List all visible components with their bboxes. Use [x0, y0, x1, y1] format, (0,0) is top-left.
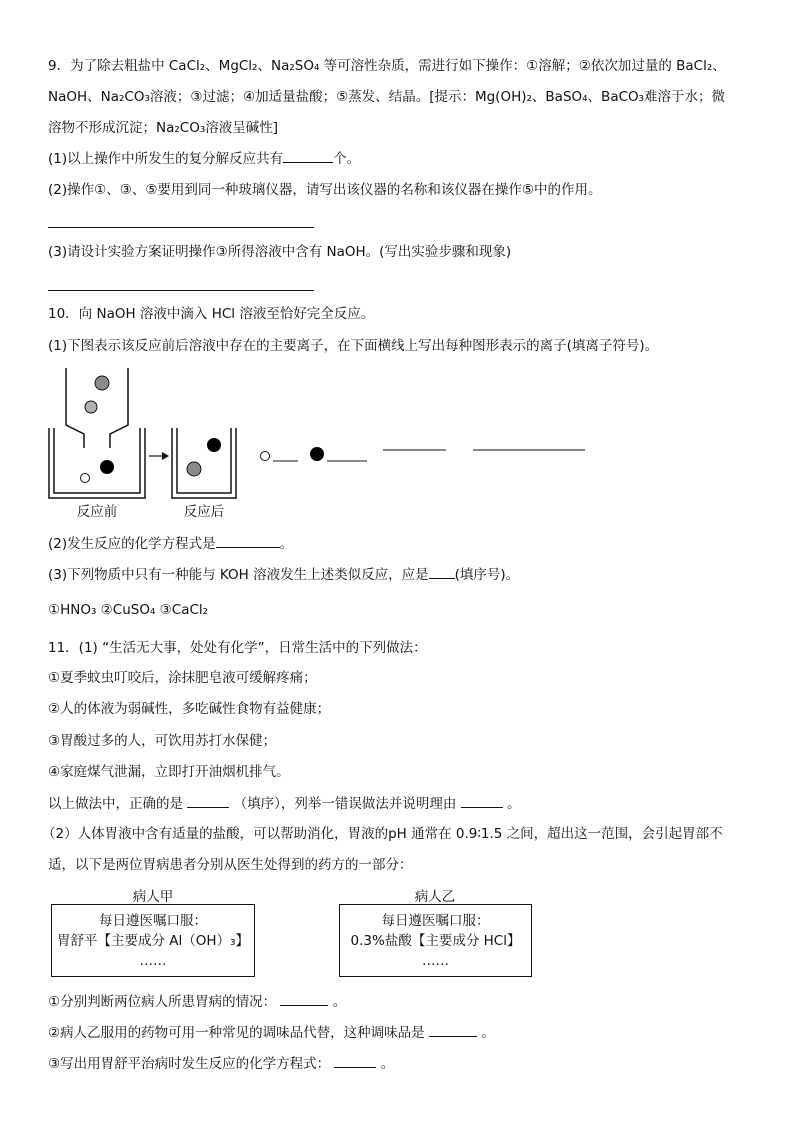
q9-line-1: 9．为了除去粗盐中 CaCl₂、MgCl₂、Na₂SO₄ 等可溶性杂质，需进行如下操作：①溶解；②依次加过量的 BaCl₂、 [48, 58, 726, 74]
after-black-ion [207, 438, 221, 452]
q10-sub3 [48, 564, 519, 585]
q10-options: ①HNO₃ ②CuSO₄ ③CaCl₂ [48, 602, 209, 618]
dropper-small-grey-ion [85, 401, 97, 413]
q10-sub3-suffix: (填序号)。 [454, 567, 520, 583]
beaker-after-inner [177, 428, 231, 493]
beaker-before-inner [54, 428, 140, 493]
beaker-after-outer [172, 428, 236, 498]
q11-judge-mid: （填序），列举一错误做法并说明理由 [233, 796, 457, 812]
q11-sub2-text: ②病人乙服用的药物可用一种常见的调味品代替，这种调味品是 [48, 1025, 425, 1041]
legend-white-ion [261, 452, 270, 461]
patient-a-line-2: 胃舒平【主要成分 Al（OH）₃】 [57, 933, 249, 949]
q11-judge-suffix: 。 [506, 796, 521, 812]
q11-line-1: 11．(1) “生活无大事，处处有化学”，日常生活中的下列做法： [48, 640, 427, 656]
q11-sub1 [48, 991, 346, 1012]
legend-black-ion [310, 447, 324, 461]
q10-sub2-text: (2)发生反应的化学方程式是 [48, 536, 216, 552]
q11-sub3 [48, 1053, 394, 1074]
q11-sub2-suffix: 。 [481, 1025, 495, 1041]
q9-sub1-text: (1)以上操作中所发生的复分解反应共有 [48, 151, 284, 167]
q11-p2-line-1: （2）人体胃液中含有适量的盐酸，可以帮助消化，胃液的pH 通常在 0.9∶1.5 之间，超出这一范围，会引起胃部不 [42, 826, 723, 842]
q10-sub2 [48, 533, 293, 554]
q10-line-1: 10．向 NaOH 溶液中滴入 HCl 溶液至恰好完全反应。 [48, 306, 375, 322]
q11-item-3: ③胃酸过多的人，可饮用苏打水保健； [48, 733, 277, 749]
dropper-right-wall [110, 368, 128, 448]
dropper-left-wall [66, 368, 84, 448]
patient-a-title: 病人甲 [132, 889, 174, 905]
beaker-before-outer [49, 428, 145, 498]
q11-sub3-blank[interactable] [334, 1053, 376, 1068]
q11-judge-blank-1[interactable] [187, 793, 229, 808]
q9-line-2: NaOH、Na₂CO₃溶液；③过滤；④加适量盐酸；⑤蒸发、结晶。[提示：Mg(OH)₂、BaSO₄、BaCO₃难溶于水；微 [48, 89, 726, 105]
patient-a-prescription [51, 904, 255, 977]
patient-b-prescription [339, 904, 532, 977]
reaction-arrow-head [162, 452, 169, 460]
label-after: 反应后 [183, 504, 225, 520]
q11-sub1-text: ①分别判断两位病人所患胃病的情况： [48, 994, 277, 1010]
before-white-ion [81, 474, 90, 483]
q11-sub3-text: ③写出用胃舒平治病时发生反应的化学方程式： [48, 1056, 331, 1072]
q11-judge-blank-2[interactable] [461, 793, 503, 808]
q11-sub2 [48, 1022, 495, 1043]
q10-sub2-suffix: 。 [279, 536, 294, 552]
q11-judge [48, 793, 520, 814]
q9-sub1-suffix: 个。 [333, 151, 361, 167]
q9-sub2: (2)操作①、③、⑤要用到同一种玻璃仪器，请写出该仪器的名称和该仪器在操作⑤中的作用。 [48, 182, 602, 198]
q11-sub3-suffix: 。 [380, 1056, 395, 1072]
q11-sub1-blank[interactable] [280, 991, 328, 1006]
q11-judge-text: 以上做法中，正确的是 [48, 796, 183, 812]
patient-a-line-3: …… [139, 953, 167, 969]
q10-sub3-blank[interactable] [429, 564, 455, 579]
patient-a-line-1: 每日遵医嘱口服： [99, 913, 207, 929]
patient-b-line-3: …… [422, 953, 449, 969]
q11-item-4: ④家庭煤气泄漏，立即打开油烟机排气。 [48, 764, 290, 780]
q11-p2-line-2: 适，以下是两位胃病患者分别从医生处得到的药方的一部分： [48, 857, 413, 873]
after-grey-ion [187, 462, 201, 476]
q10-sub3-text: (3)下列物质中只有一种能与 KOH 溶液发生上述类似反应，应是 [48, 567, 429, 583]
q9-sub3: (3)请设计实验方案证明操作③所得溶液中含有 NaOH。(写出实验步骤和现象) [48, 244, 512, 260]
patient-b-line-1: 每日遵医嘱口服： [381, 913, 490, 929]
q11-sub1-suffix: 。 [332, 994, 347, 1010]
patient-b-line-2: 0.3%盐酸【主要成分 HCl】 [350, 933, 521, 949]
q10-sub2-blank[interactable] [216, 533, 280, 548]
q11-sub2-blank[interactable] [429, 1022, 477, 1037]
before-black-ion [100, 460, 114, 474]
q11-item-1: ①夏季蚊虫叮咬后，涂抹肥皂液可缓解疼痛； [48, 670, 317, 686]
q11-item-2: ②人的体液为弱碱性，多吃碱性食物有益健康； [48, 701, 331, 717]
patient-b-title: 病人乙 [414, 889, 456, 905]
q9-line-3: 溶物不形成沉淀；Na₂CO₃溶液呈碱性] [48, 120, 279, 136]
label-before: 反应前 [76, 504, 118, 520]
q10-sub1: (1)下图表示该反应前后溶液中存在的主要离子，在下面横线上写出每种图形表示的离子(填离子符号)。 [48, 338, 659, 354]
dropper-large-grey-ion [95, 376, 109, 390]
